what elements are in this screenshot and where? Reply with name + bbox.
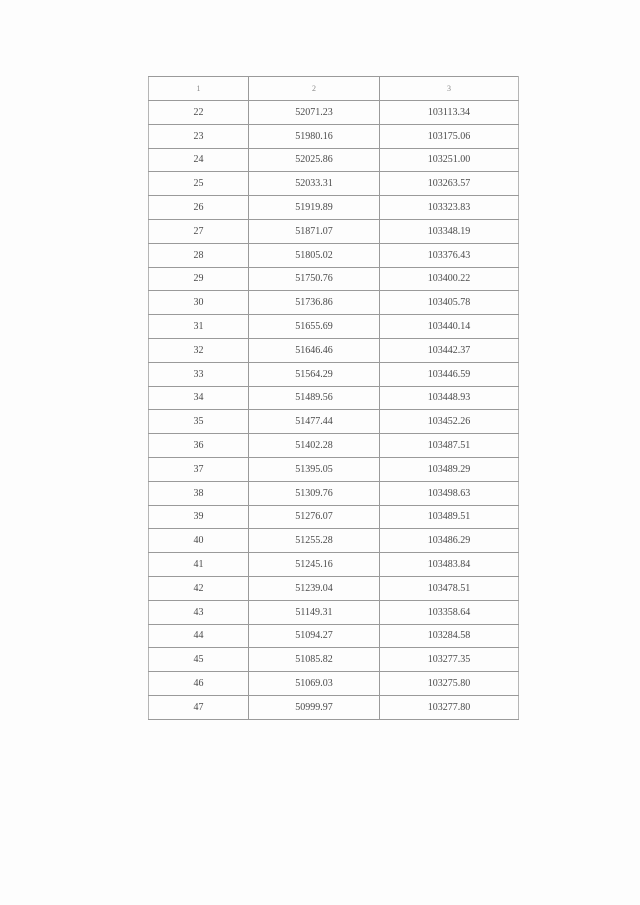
table-cell: 103483.84 (380, 553, 519, 577)
table-row (149, 124, 519, 148)
column-header-2: 2 (249, 77, 380, 101)
table-cell: 51750.76 (249, 267, 380, 291)
table-cell: 103405.78 (380, 291, 519, 315)
table-cell: 24 (149, 148, 249, 172)
table-cell: 51395.05 (249, 457, 380, 481)
table-cell: 103376.43 (380, 243, 519, 267)
table-cell: 50999.97 (249, 695, 380, 719)
table-cell: 51736.86 (249, 291, 380, 315)
table-body (149, 101, 519, 720)
table-row (149, 243, 519, 267)
table-cell: 51919.89 (249, 196, 380, 220)
table-cell: 103284.58 (380, 624, 519, 648)
table-cell: 51980.16 (249, 124, 380, 148)
table-cell: 52025.86 (249, 148, 380, 172)
table-cell: 47 (149, 695, 249, 719)
table-cell: 52033.31 (249, 172, 380, 196)
table-cell: 51805.02 (249, 243, 380, 267)
table-row (149, 362, 519, 386)
table-cell: 51149.31 (249, 600, 380, 624)
table-row (149, 672, 519, 696)
table-cell: 103251.00 (380, 148, 519, 172)
table-cell: 35 (149, 410, 249, 434)
table-row (149, 315, 519, 339)
table-cell: 51564.29 (249, 362, 380, 386)
table-row (149, 505, 519, 529)
table-cell: 36 (149, 434, 249, 458)
table-row (149, 576, 519, 600)
table-cell: 103400.22 (380, 267, 519, 291)
table-cell: 42 (149, 576, 249, 600)
table-cell: 51255.28 (249, 529, 380, 553)
table-cell: 103277.80 (380, 695, 519, 719)
table-cell: 32 (149, 338, 249, 362)
table-header (149, 77, 519, 101)
table-cell: 37 (149, 457, 249, 481)
column-header-3: 3 (380, 77, 519, 101)
table-cell: 27 (149, 219, 249, 243)
table-cell: 51402.28 (249, 434, 380, 458)
table-cell: 103348.19 (380, 219, 519, 243)
table-cell: 25 (149, 172, 249, 196)
table-cell: 29 (149, 267, 249, 291)
table-cell: 41 (149, 553, 249, 577)
table-row (149, 172, 519, 196)
table-row (149, 101, 519, 125)
table-cell: 103358.64 (380, 600, 519, 624)
table-cell: 103486.29 (380, 529, 519, 553)
table-cell: 51245.16 (249, 553, 380, 577)
table-cell: 51094.27 (249, 624, 380, 648)
column-header-1: 1 (149, 77, 249, 101)
table-cell: 28 (149, 243, 249, 267)
table-cell: 103113.34 (380, 101, 519, 125)
table-row (149, 553, 519, 577)
table-cell: 44 (149, 624, 249, 648)
table-cell: 31 (149, 315, 249, 339)
table-cell: 38 (149, 481, 249, 505)
table-cell: 51646.46 (249, 338, 380, 362)
table-cell: 103489.51 (380, 505, 519, 529)
table-cell: 51655.69 (249, 315, 380, 339)
table-cell: 40 (149, 529, 249, 553)
table-cell: 45 (149, 648, 249, 672)
table-cell: 34 (149, 386, 249, 410)
table-row (149, 457, 519, 481)
table-cell: 43 (149, 600, 249, 624)
table-row (149, 695, 519, 719)
table-cell: 103489.29 (380, 457, 519, 481)
table-cell: 103275.80 (380, 672, 519, 696)
table-cell: 51309.76 (249, 481, 380, 505)
table-cell: 51085.82 (249, 648, 380, 672)
table-row (149, 267, 519, 291)
table-cell: 51477.44 (249, 410, 380, 434)
table-row (149, 291, 519, 315)
table-cell: 103440.14 (380, 315, 519, 339)
table-cell: 33 (149, 362, 249, 386)
header-row (149, 77, 519, 101)
table-row (149, 434, 519, 458)
table-cell: 103323.83 (380, 196, 519, 220)
table-cell: 103448.93 (380, 386, 519, 410)
table-cell: 51069.03 (249, 672, 380, 696)
table-row (149, 624, 519, 648)
table-cell: 103175.06 (380, 124, 519, 148)
table-row (149, 386, 519, 410)
table-cell: 46 (149, 672, 249, 696)
table-cell: 103446.59 (380, 362, 519, 386)
table-row (149, 648, 519, 672)
table-row (149, 219, 519, 243)
table-row (149, 600, 519, 624)
table-row (149, 410, 519, 434)
table-cell: 30 (149, 291, 249, 315)
table-cell: 51489.56 (249, 386, 380, 410)
table-cell: 103478.51 (380, 576, 519, 600)
table-cell: 51871.07 (249, 219, 380, 243)
table-cell: 103442.37 (380, 338, 519, 362)
table-row (149, 196, 519, 220)
table-row (149, 529, 519, 553)
table-cell: 103263.57 (380, 172, 519, 196)
table-cell: 103452.26 (380, 410, 519, 434)
table-cell: 51276.07 (249, 505, 380, 529)
table-cell: 51239.04 (249, 576, 380, 600)
table-row (149, 481, 519, 505)
coordinates-table (148, 76, 519, 720)
table-cell: 39 (149, 505, 249, 529)
table-row (149, 338, 519, 362)
table-cell: 103487.51 (380, 434, 519, 458)
table-cell: 52071.23 (249, 101, 380, 125)
table-cell: 22 (149, 101, 249, 125)
table-cell: 103498.63 (380, 481, 519, 505)
table-cell: 103277.35 (380, 648, 519, 672)
table-cell: 23 (149, 124, 249, 148)
table-row (149, 148, 519, 172)
table-cell: 26 (149, 196, 249, 220)
